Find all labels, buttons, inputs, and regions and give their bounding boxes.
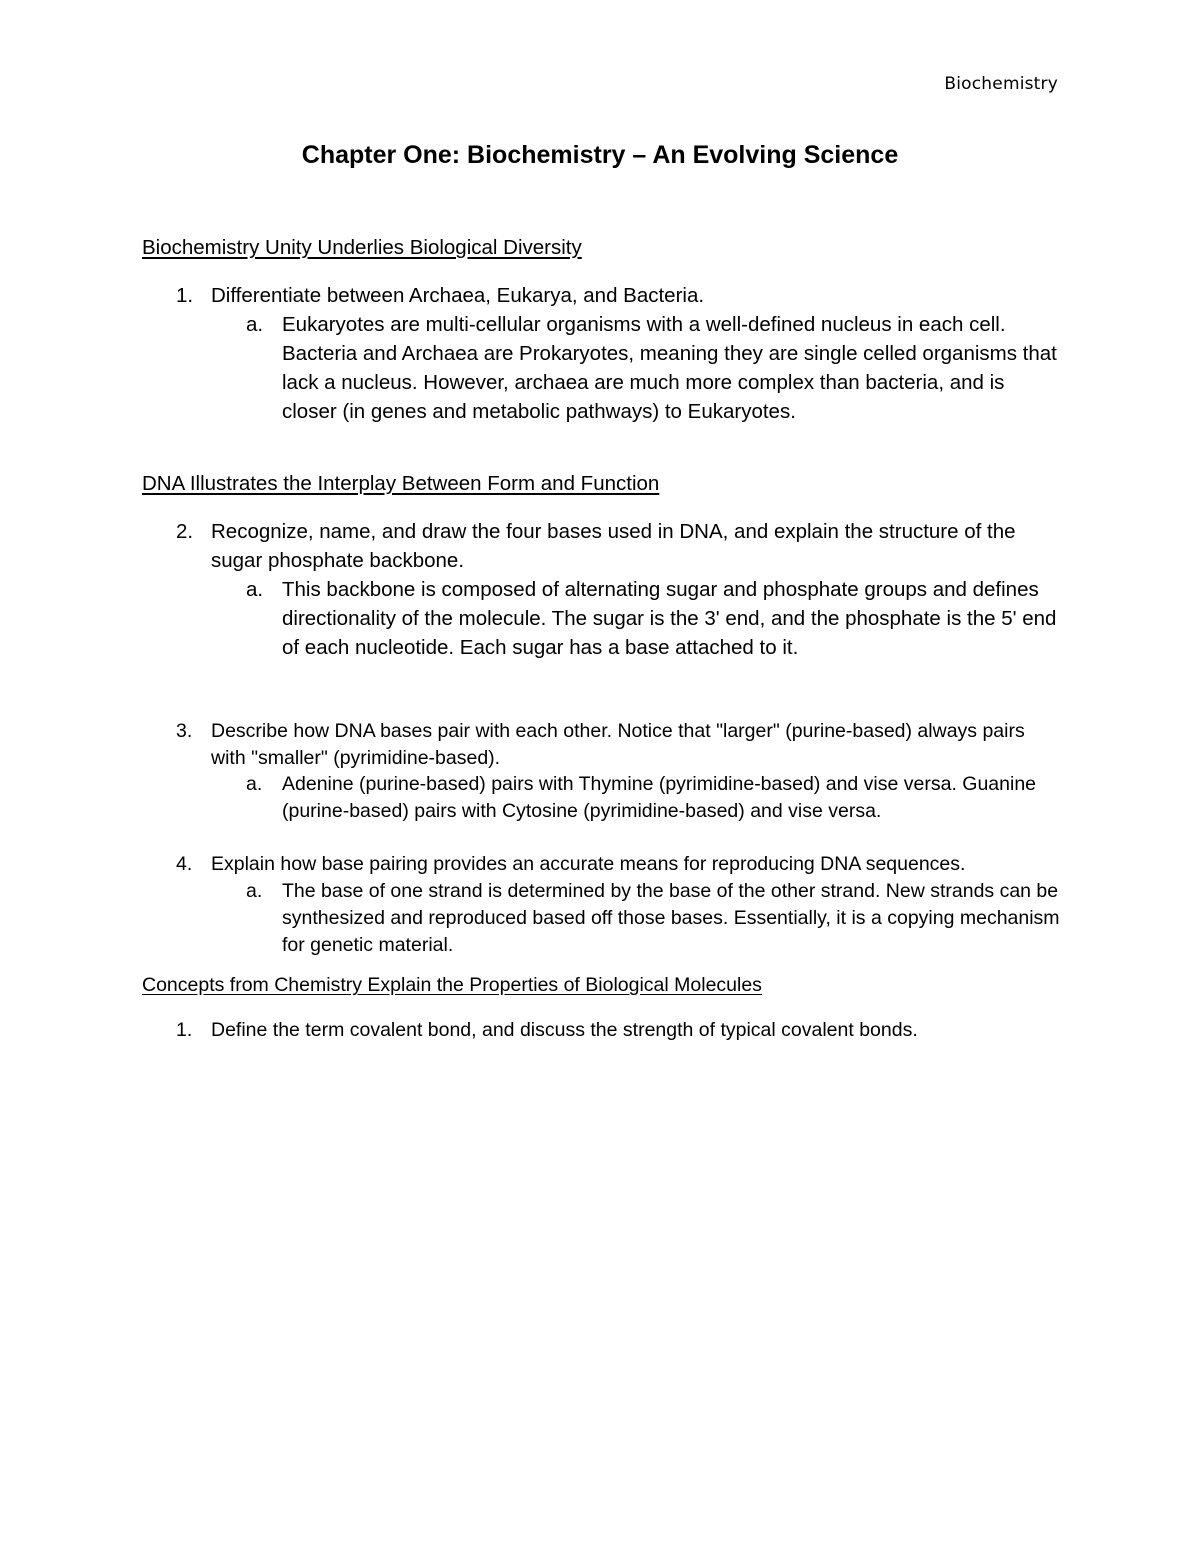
- sub-item-text: This backbone is composed of alternating sugar and phosphate groups and defines directionality of the molecule. The sugar is the 3' end, and the phosphate is the 5' end of each nucleotide. Each sugar has a base attached to it.: [282, 578, 1057, 659]
- running-header: Biochemistry: [944, 74, 1058, 94]
- sub-item-text: Adenine (purine-based) pairs with Thymine (pyrimidine-based) and vise versa. Guanine (purine-based) pairs with Cytosine (pyrimidine-based) and vise versa.: [282, 773, 1037, 822]
- item-number: 4.: [176, 853, 193, 875]
- sub-item-letter: a.: [246, 578, 264, 601]
- page-title: Chapter One: Biochemistry – An Evolving Science: [301, 141, 899, 169]
- sub-item-text: The base of one strand is determined by the base of the other strand. New strands can be synthesized and reproduced based off those bases. Essentially, it is a copying mechanism for genetic material.: [282, 880, 1060, 956]
- section-heading-biological-diversity: Biochemistry Unity Underlies Biological Diversity: [142, 236, 582, 259]
- item-text: Define the term covalent bond, and discuss the strength of typical covalent bonds.: [211, 1019, 918, 1041]
- section-heading-chemistry-concepts: Concepts from Chemistry Explain the Properties of Biological Molecules: [142, 974, 762, 996]
- item-text: Describe how DNA bases pair with each other. Notice that "larger" (purine-based) always pairs with "smaller" (pyrimidine-based).: [211, 720, 1025, 769]
- sub-item-letter: a.: [246, 313, 264, 336]
- sub-item-text: Eukaryotes are multi-cellular organisms with a well-defined nucleus in each cell. Bacteria and Archaea are Prokaryotes, meaning they are single celled organisms that lack a nucleus. However, archaea are much more complex than bacteria, and is closer (in genes and metabolic pathways) to Eukaryotes.: [282, 313, 1057, 423]
- sub-item-letter: a.: [246, 880, 263, 902]
- section-heading-dna-form-function: DNA Illustrates the Interplay Between Form and Function: [142, 472, 660, 495]
- item-text: Differentiate between Archaea, Eukarya, and Bacteria.: [211, 284, 705, 307]
- item-number: 1.: [176, 1019, 193, 1041]
- item-number: 3.: [176, 720, 193, 742]
- item-number: 2.: [176, 520, 194, 543]
- item-text: Explain how base pairing provides an accurate means for reproducing DNA sequences.: [211, 853, 966, 875]
- sub-item-letter: a.: [246, 773, 263, 795]
- item-number: 1.: [176, 284, 194, 307]
- item-text: Recognize, name, and draw the four bases used in DNA, and explain the structure of the sugar phosphate backbone.: [211, 520, 1016, 572]
